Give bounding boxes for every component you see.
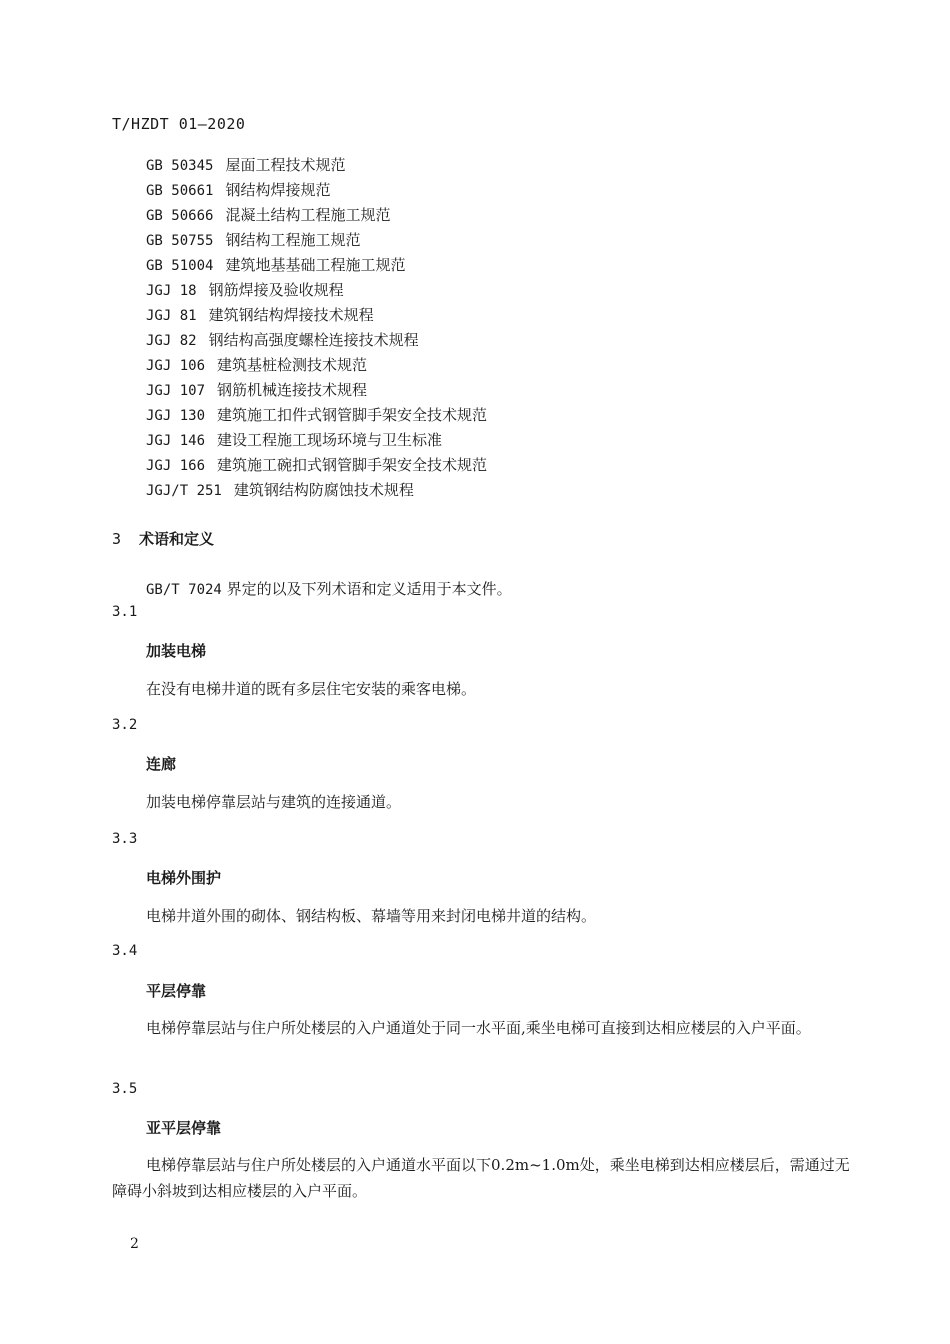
reference-code: JGJ 166 (146, 458, 206, 474)
reference-title: 钢结构工程施工规范 (225, 231, 361, 249)
section-heading (112, 528, 214, 549)
reference-title: 建筑基桩检测技术规范 (217, 356, 368, 374)
reference-item (146, 403, 487, 428)
term-definition: 在没有电梯井道的既有多层住宅安装的乘客电梯。 (146, 680, 477, 698)
reference-code: JGJ 82 (146, 333, 197, 349)
term-definition: 加装电梯停靠层站与建筑的连接通道。 (146, 793, 402, 811)
term-number: 3.2 (112, 717, 138, 733)
normative-references-list (146, 153, 487, 503)
reference-title: 建设工程施工现场环境与卫生标准 (217, 431, 443, 449)
reference-code: GB 50345 (146, 158, 214, 174)
reference-title: 混凝土结构工程施工规范 (225, 206, 391, 224)
section-number: 3 (112, 530, 122, 548)
reference-title: 建筑施工扣件式钢管脚手架安全技术规范 (217, 406, 488, 424)
document-id-header: T/HZDT 01—2020 (112, 115, 246, 133)
reference-code: GB 50661 (146, 183, 214, 199)
reference-title: 屋面工程技术规范 (225, 156, 346, 174)
term-number: 3.3 (112, 831, 138, 847)
reference-code: GB 51004 (146, 258, 214, 274)
reference-code: JGJ/T 251 (146, 483, 222, 499)
term-number: 3.4 (112, 943, 138, 959)
reference-title: 钢筋机械连接技术规程 (217, 381, 368, 399)
term-name: 电梯外围护 (146, 869, 222, 887)
reference-title: 钢结构高强度螺栓连接技术规程 (208, 331, 419, 349)
term-name: 加装电梯 (146, 642, 207, 660)
reference-item (146, 253, 487, 278)
section-intro (146, 578, 512, 599)
term-name: 连廊 (146, 755, 177, 773)
reference-item (146, 303, 487, 328)
term-number: 3.5 (112, 1081, 138, 1097)
reference-title: 建筑钢结构防腐蚀技术规程 (233, 481, 414, 499)
reference-title: 建筑地基基础工程施工规范 (225, 256, 406, 274)
term-definition: 电梯停靠层站与住户所处楼层的入户通道处于同一水平面,乘坐电梯可直接到达相应楼层的入户平面。 (146, 1019, 811, 1037)
reference-item (146, 203, 487, 228)
term-name: 平层停靠 (146, 982, 207, 1000)
reference-title: 钢筋焊接及验收规程 (208, 281, 344, 299)
reference-code: GB 50755 (146, 233, 214, 249)
term-definition: 电梯井道外围的砌体、钢结构板、幕墙等用来封闭电梯井道的结构。 (146, 907, 597, 925)
intro-text: 界定的以及下列术语和定义适用于本文件。 (221, 580, 512, 598)
term-number: 3.1 (112, 604, 138, 620)
intro-standard-code: GB/T 7024 (146, 582, 222, 598)
reference-code: JGJ 146 (146, 433, 206, 449)
reference-item (146, 328, 487, 353)
reference-item (146, 178, 487, 203)
reference-item (146, 153, 487, 178)
reference-item (146, 428, 487, 453)
reference-code: JGJ 81 (146, 308, 197, 324)
term-name: 亚平层停靠 (146, 1119, 222, 1137)
reference-item (146, 228, 487, 253)
reference-item (146, 378, 487, 403)
reference-code: GB 50666 (146, 208, 214, 224)
term-definition: 电梯停靠层站与住户所处楼层的入户通道水平面以下0.2m~1.0m处，乘坐电梯到达相应楼层后，需通过无障碍小斜坡到达相应楼层的入户平面。 (112, 1156, 850, 1200)
reference-title: 建筑施工碗扣式钢管脚手架安全技术规范 (217, 456, 488, 474)
reference-item (146, 453, 487, 478)
reference-code: JGJ 18 (146, 283, 197, 299)
reference-item (146, 353, 487, 378)
reference-code: JGJ 106 (146, 358, 206, 374)
reference-title: 建筑钢结构焊接技术规程 (208, 306, 374, 324)
reference-code: JGJ 130 (146, 408, 206, 424)
section-title: 术语和定义 (139, 530, 215, 548)
reference-item (146, 478, 487, 503)
reference-title: 钢结构焊接规范 (225, 181, 331, 199)
page-number: 2 (130, 1236, 139, 1252)
reference-code: JGJ 107 (146, 383, 206, 399)
reference-item (146, 278, 487, 303)
